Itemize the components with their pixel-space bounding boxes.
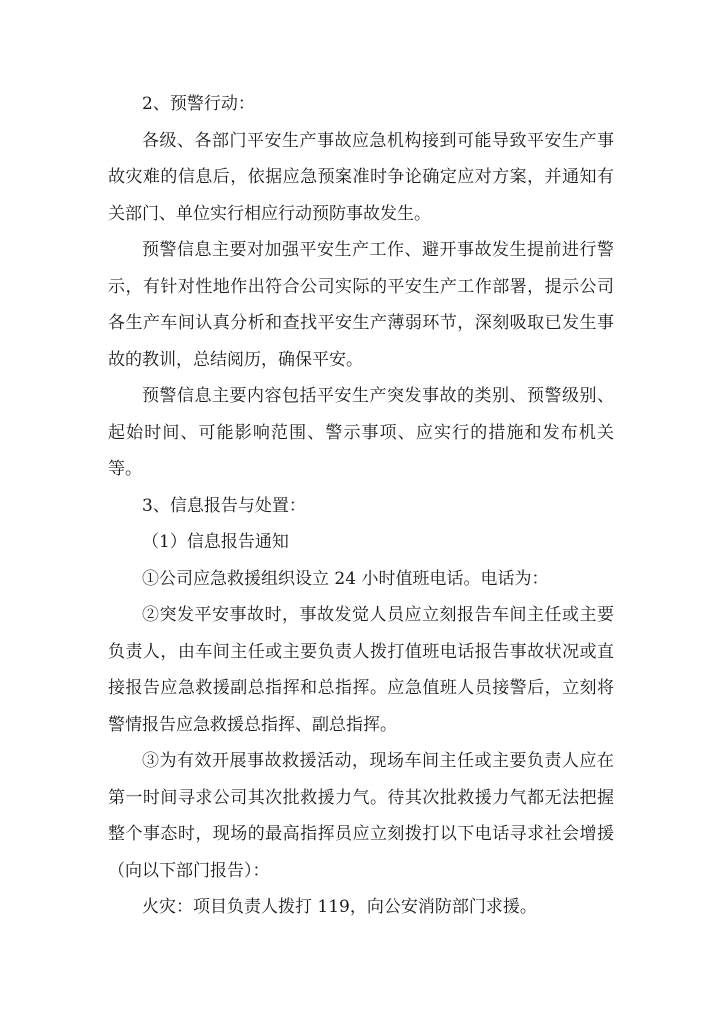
- paragraph-warning-info-purpose: 预警信息主要对加强平安生产工作、避开事故发生提前进行警示，有针对性地作出符合公司实际的平安生产工作部署，提示公司各生产车间认真分析和查找平安生产薄弱环节，深刻吸取已发生事故的教训，总结阅历，确保平安。: [108, 240, 614, 370]
- list-item-accident-report: ②突发平安事故时，事故发觉人员应立刻报告车间主任或主要负责人，由车间主任或主要负责人拨打值班电话报告事故状况或直接报告应急救援副总指挥和总指挥。应急值班人员接警后，立刻将警情报告应急救援总指挥、副总指挥。: [108, 605, 614, 735]
- section-heading-info-report: 3、信息报告与处置：: [142, 495, 306, 516]
- list-item-duty-phone: ①公司应急救援组织设立 24 小时值班电话。电话为：: [142, 568, 549, 589]
- paragraph-warning-info-content: 预警信息主要内容包括平安生产突发事故的类别、预警级别、起始时间、可能影响范围、警示事项、应实行的措施和发布机关等。: [108, 386, 614, 479]
- paragraph-fire-call: 火灾：项目负责人拨打 119，向公安消防部门求援。: [142, 897, 537, 917]
- list-item-rescue-escalation: ③为有效开展事故救援活动，现场车间主任或主要负责人应在第一时间寻求公司其次批救援力气。待其次批救援力气都无法把握整个事态时，现场的最高指挥员应立刻拨打以下电话寻求社会增援（向以下部门报告）：: [108, 751, 614, 881]
- paragraph-warning-response: 各级、各部门平安生产事故应急机构接到可能导致平安生产事故灾难的信息后，依据应急预案准时争论确定应对方案，并通知有关部门、单位实行相应行动预防事故发生。: [108, 130, 614, 224]
- section-heading-warning-action: 2、预警行动：: [142, 94, 255, 114]
- subheading-info-report-notice: （1）信息报告通知: [142, 532, 289, 552]
- document-body: [108, 86, 614, 926]
